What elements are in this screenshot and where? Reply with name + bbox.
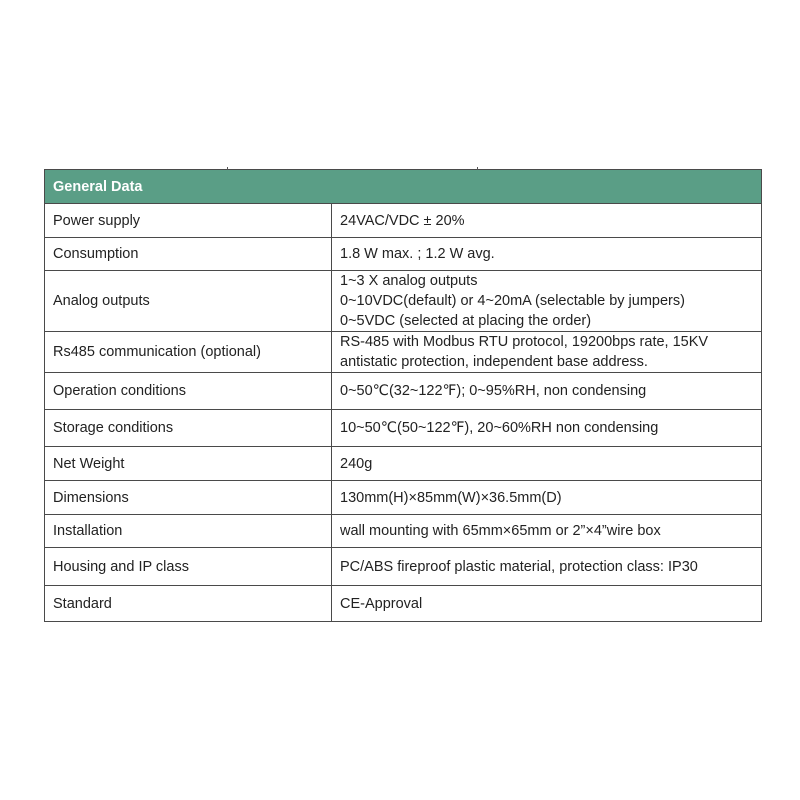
row-value: 24VAC/VDC ± 20%: [332, 204, 762, 238]
row-label: Consumption: [45, 238, 332, 271]
row-label: Standard: [45, 586, 332, 622]
row-value: 240g: [332, 447, 762, 481]
table-row: [45, 548, 762, 586]
table-row: [45, 332, 762, 373]
table-row: [45, 410, 762, 447]
table-row: [45, 481, 762, 515]
column-tick-mark: [227, 167, 228, 170]
table-header-row: [45, 170, 762, 204]
row-value: 1.8 W max. ; 1.2 W avg.: [332, 238, 762, 271]
value-line: RS-485 with Modbus RTU protocol, 19200bps rate, 15KV: [340, 334, 709, 350]
row-label: Rs485 communication (optional): [45, 332, 332, 373]
row-label: Operation conditions: [45, 373, 332, 410]
value-line: 0~5VDC (selected at placing the order): [340, 313, 592, 329]
value-line: 0~10VDC(default) or 4~20mA (selectable by jumpers): [340, 293, 685, 309]
row-label: Dimensions: [45, 481, 332, 515]
table-row: [45, 515, 762, 548]
row-value: wall mounting with 65mm×65mm or 2”×4”wire box: [332, 515, 762, 548]
table-row: [45, 373, 762, 410]
general-data-sheet: [44, 169, 761, 622]
row-label: Housing and IP class: [45, 548, 332, 586]
row-value: PC/ABS fireproof plastic material, protection class: IP30: [332, 548, 762, 586]
table-row: [45, 238, 762, 271]
value-line: 1~3 X analog outputs: [340, 273, 478, 289]
table-row: [45, 447, 762, 481]
row-label: Net Weight: [45, 447, 332, 481]
table-header: General Data: [45, 170, 762, 204]
row-value: 0~50℃(32~122℉); 0~95%RH, non condensing: [332, 373, 762, 410]
row-value: [332, 332, 762, 373]
table-row: [45, 204, 762, 238]
row-value: 130mm(H)×85mm(W)×36.5mm(D): [332, 481, 762, 515]
general-data-table: [44, 169, 762, 622]
column-tick-mark: [477, 167, 478, 170]
row-label: Storage conditions: [45, 410, 332, 447]
row-value: [332, 271, 762, 332]
table-row: [45, 586, 762, 622]
row-value: CE-Approval: [332, 586, 762, 622]
value-line: antistatic protection, independent base address.: [340, 354, 648, 370]
table-row: [45, 271, 762, 332]
row-label: Power supply: [45, 204, 332, 238]
row-label: Analog outputs: [45, 271, 332, 332]
row-label: Installation: [45, 515, 332, 548]
row-value: 10~50℃(50~122℉), 20~60%RH non condensing: [332, 410, 762, 447]
